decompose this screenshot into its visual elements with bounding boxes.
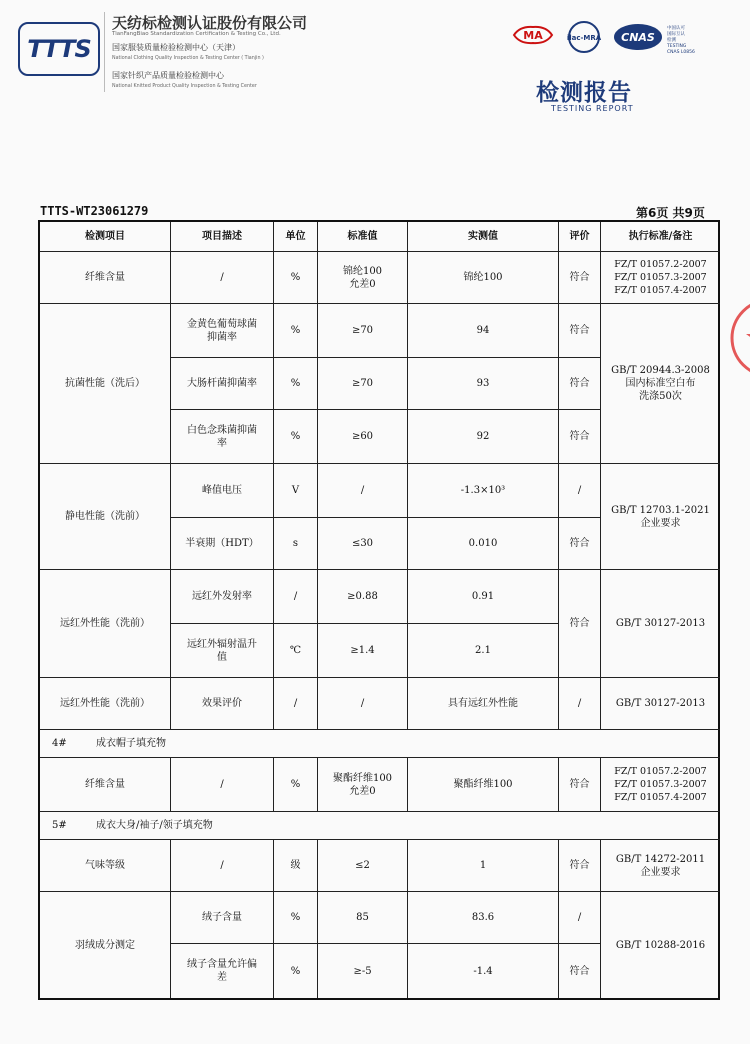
- cnas-text: CNAS: [621, 31, 655, 44]
- table-cell: 1: [408, 840, 559, 892]
- table-cell: /: [171, 840, 274, 892]
- table-cell: 远红外辐射温升 值: [171, 624, 274, 678]
- center1-name-en: National Clothing Quality Inspection & Testing Center ( Tianjin ): [112, 56, 264, 61]
- official-stamp: [730, 258, 750, 418]
- table-cell: -1.3×10³: [408, 464, 559, 518]
- table-cell: %: [274, 944, 318, 998]
- table-cell: /: [318, 464, 408, 518]
- center2-name: 国家针织产品质量检验检测中心: [112, 71, 224, 80]
- table-cell: 具有远红外性能: [408, 678, 559, 730]
- table-cell: /: [274, 570, 318, 624]
- table-cell: 符合: [559, 570, 601, 678]
- test-results-table: [38, 220, 720, 1000]
- table-cell: /: [559, 892, 601, 944]
- table-cell: 白色念珠菌抑菌 率: [171, 410, 274, 464]
- table-cell: 远红外性能（洗前）: [40, 570, 171, 678]
- table-cell: /: [559, 464, 601, 518]
- col-header-unit: 单位: [274, 222, 318, 252]
- table-cell: 0.010: [408, 518, 559, 570]
- table-cell: 2.1: [408, 624, 559, 678]
- table-cell: 半衰期（HDT）: [171, 518, 274, 570]
- col-header-note: 执行标准/备注: [601, 222, 720, 252]
- table-cell: 绒子含量允许偏 差: [171, 944, 274, 998]
- table-cell: 符合: [559, 518, 601, 570]
- section-header-4: 4# 成衣帽子填充物: [40, 730, 720, 758]
- table-cell: ℃: [274, 624, 318, 678]
- table-cell: 符合: [559, 252, 601, 304]
- table-cell: ≤30: [318, 518, 408, 570]
- col-header-eval: 评价: [559, 222, 601, 252]
- ilac-cert-icon: [564, 20, 604, 54]
- table-cell: FZ/T 01057.2-2007 FZ/T 01057.3-2007 FZ/T 01057.4-2007: [601, 758, 720, 812]
- table-cell: 远红外发射率: [171, 570, 274, 624]
- section-header-5: 5# 成衣大身/袖子/领子填充物: [40, 812, 720, 840]
- table-cell: %: [274, 304, 318, 358]
- table-cell: /: [559, 678, 601, 730]
- table-cell: 羽绒成分测定: [40, 892, 171, 998]
- table-cell: 纤维含量: [40, 758, 171, 812]
- report-subtitle: TESTING REPORT: [551, 104, 634, 113]
- table-cell: ≥1.4: [318, 624, 408, 678]
- col-header-item: 检测项目: [40, 222, 171, 252]
- table-cell: 锦纶100: [408, 252, 559, 304]
- table-cell: GB/T 14272-2011 企业要求: [601, 840, 720, 892]
- table-cell: 气味等级: [40, 840, 171, 892]
- table-cell: 金黄色葡萄球菌 抑菌率: [171, 304, 274, 358]
- table-cell: 94: [408, 304, 559, 358]
- table-cell: -1.4: [408, 944, 559, 998]
- table-cell: FZ/T 01057.2-2007 FZ/T 01057.3-2007 FZ/T 01057.4-2007: [601, 252, 720, 304]
- table-cell: 92: [408, 410, 559, 464]
- table-cell: /: [274, 678, 318, 730]
- table-cell: 符合: [559, 410, 601, 464]
- table-cell: 符合: [559, 304, 601, 358]
- table-cell: ≥70: [318, 304, 408, 358]
- table-cell: %: [274, 892, 318, 944]
- table-cell: 符合: [559, 358, 601, 410]
- company-name-en: TianFangBiao Standardization Certification & Testing Co., Ltd.: [112, 31, 281, 37]
- table-cell: %: [274, 410, 318, 464]
- cnas-cert-icon: [612, 22, 664, 52]
- table-cell: 符合: [559, 840, 601, 892]
- table-cell: GB/T 12703.1-2021 企业要求: [601, 464, 720, 570]
- cma-text: MA: [523, 29, 543, 42]
- table-cell: 0.91: [408, 570, 559, 624]
- table-cell: /: [171, 758, 274, 812]
- table-cell: 聚酯纤维100: [408, 758, 559, 812]
- table-cell: GB/T 30127-2013: [601, 570, 720, 678]
- table-cell: 85: [318, 892, 408, 944]
- table-cell: 静电性能（洗前）: [40, 464, 171, 570]
- cnas-note: 中国认可 国际互认 检测 TESTING CNAS L0856: [667, 26, 695, 55]
- table-cell: ≥60: [318, 410, 408, 464]
- table-cell: 绒子含量: [171, 892, 274, 944]
- table-cell: 符合: [559, 944, 601, 998]
- col-header-desc: 项目描述: [171, 222, 274, 252]
- table-cell: ≤2: [318, 840, 408, 892]
- center2-name-en: National Knitted Product Quality Inspection & Testing Center: [112, 84, 257, 89]
- company-logo: [18, 22, 100, 76]
- table-cell: GB/T 10288-2016: [615, 939, 706, 951]
- table-cell: 大肠杆菌抑菌率: [171, 358, 274, 410]
- table-cell: V: [274, 464, 318, 518]
- report-title: 检测报告: [536, 80, 632, 106]
- table-cell: 聚酯纤维100 允差0: [318, 758, 408, 812]
- col-header-val: 实测值: [408, 222, 559, 252]
- table-cell: 峰值电压: [171, 464, 274, 518]
- table-cell: /: [171, 252, 274, 304]
- table-cell: 83.6: [408, 892, 559, 944]
- table-cell: 锦纶100 允差0: [318, 252, 408, 304]
- table-cell: ≥-5: [318, 944, 408, 998]
- table-cell: s: [274, 518, 318, 570]
- company-name: 天纺标检测认证股份有限公司: [112, 14, 308, 32]
- table-cell: ≥0.88: [318, 570, 408, 624]
- table-cell: 级: [274, 840, 318, 892]
- col-header-std: 标准值: [318, 222, 408, 252]
- page-number: 第6页 共9页: [636, 206, 705, 220]
- table-cell: %: [274, 358, 318, 410]
- table-cell: 纤维含量: [40, 252, 171, 304]
- table-cell: 符合: [559, 758, 601, 812]
- table-cell: %: [274, 252, 318, 304]
- ilac-text: ilac-MRA: [566, 34, 602, 42]
- header-divider: [104, 12, 105, 92]
- table-cell: 抗菌性能（洗后）: [40, 304, 171, 464]
- table-cell: /: [318, 678, 408, 730]
- table-cell: 93: [408, 358, 559, 410]
- table-cell: %: [274, 758, 318, 812]
- table-cell: ≥70: [318, 358, 408, 410]
- cma-cert-icon: [510, 24, 556, 46]
- table-cell: GB/T 30127-2013: [601, 678, 720, 730]
- table-cell: 远红外性能（洗前）: [40, 678, 171, 730]
- table-cell: GB/T 20944.3-2008 国内标准空白布 洗涤50次: [601, 304, 720, 464]
- center1-name: 国家服装质量检验检测中心（天津）: [112, 43, 240, 52]
- table-cell: 效果评价: [171, 678, 274, 730]
- report-number: TTTS-WT23061279: [40, 204, 149, 218]
- logo-text: TTTS: [27, 35, 91, 63]
